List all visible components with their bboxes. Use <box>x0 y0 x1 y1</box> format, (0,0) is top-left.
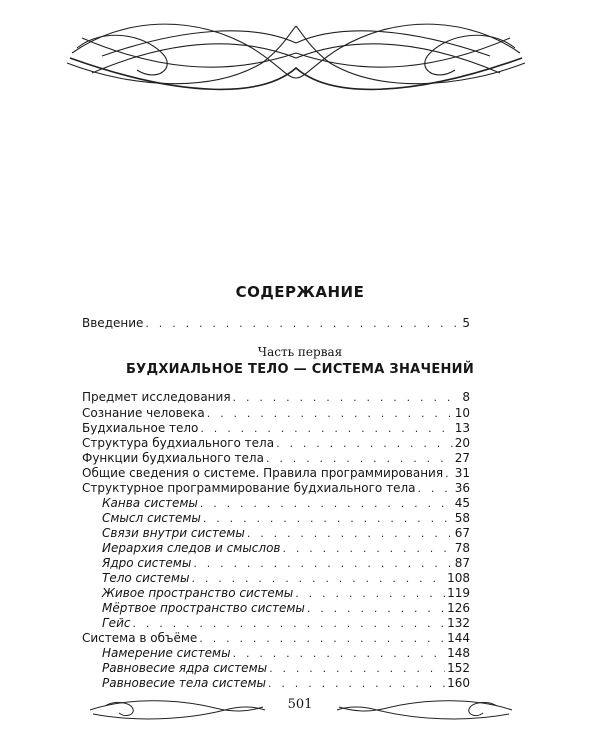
toc-entry-title: Структура будхиального тела <box>82 436 275 450</box>
toc-entry <box>82 390 470 405</box>
toc-entry-title: Мёртвое пространство системы <box>102 601 305 615</box>
toc-entry-page: 67 <box>454 526 470 540</box>
toc-subentry <box>102 571 470 586</box>
dot-leader <box>191 572 445 586</box>
dot-leader <box>268 677 445 691</box>
toc-entry <box>82 631 470 646</box>
toc-subentry <box>102 646 470 661</box>
toc-subentry <box>102 496 470 511</box>
toc-entry-title: Гейс <box>102 616 131 630</box>
toc-entry-page: 148 <box>447 646 470 660</box>
toc-entry-page: 58 <box>454 511 470 525</box>
toc-subentry <box>102 601 470 616</box>
toc-subentry <box>102 586 470 601</box>
toc-entry-title: Общие сведения о системе. Правила программирования <box>82 466 444 480</box>
toc-entry-title: Иерархия следов и смыслов <box>102 541 281 555</box>
toc-entry-title: Живое пространство системы <box>102 586 294 600</box>
toc-entry <box>82 421 470 436</box>
toc-entry-page: 108 <box>447 571 470 585</box>
dot-leader <box>233 647 446 661</box>
toc-entry-title: Равновесие тела системы <box>102 676 267 690</box>
dot-leader <box>203 512 453 526</box>
toc-subentry <box>102 541 470 556</box>
dot-leader <box>200 497 453 511</box>
dot-leader <box>445 467 453 481</box>
toc-entry-page: 152 <box>447 661 470 675</box>
section-title: БУДХИАЛЬНОЕ ТЕЛО — СИСТЕМА ЗНАЧЕНИЙ <box>125 362 475 377</box>
dot-leader <box>132 617 445 631</box>
toc-entry-title: Равновесие ядра системы <box>102 661 268 675</box>
toc-entry-page: 36 <box>454 481 470 495</box>
toc-entry-page: 119 <box>447 586 470 600</box>
toc-entry-title: Связи внутри системы <box>102 526 245 540</box>
toc-entry-title: Смысл системы <box>102 511 201 525</box>
toc-entry-page: 31 <box>454 466 470 480</box>
toc-entry-title: Канва системы <box>102 496 198 510</box>
toc-entry <box>82 466 470 481</box>
toc-entry-page: 5 <box>462 316 470 330</box>
toc-entry-page: 45 <box>454 496 470 510</box>
toc-entry <box>82 451 470 466</box>
toc-entry-title: Введение <box>82 316 144 330</box>
toc-entry-title: Функции будхиального тела <box>82 451 264 465</box>
toc-entry-page: 144 <box>447 631 470 645</box>
page-number: 501 <box>270 697 330 712</box>
toc-entry-page: 126 <box>447 601 470 615</box>
toc-entry-page: 8 <box>462 390 470 404</box>
toc-entry-page: 78 <box>454 541 470 555</box>
toc-entry-title: Ядро системы <box>102 556 192 570</box>
dot-leader <box>199 632 445 646</box>
toc-entry-page: 20 <box>454 436 470 450</box>
toc-entry-title: Предмет исследования <box>82 390 231 404</box>
page-title: СОДЕРЖАНИЕ <box>235 283 365 301</box>
dot-leader <box>207 407 453 421</box>
dot-leader <box>247 527 453 541</box>
dot-leader <box>266 452 453 466</box>
toc-entry-intro <box>82 316 470 331</box>
toc-entry <box>82 406 470 421</box>
dot-leader <box>145 317 460 331</box>
dot-leader <box>269 662 445 676</box>
toc-subentry <box>102 676 470 691</box>
toc-entry-title: Тело системы <box>102 571 190 585</box>
toc-entry-page: 132 <box>447 616 470 630</box>
part-label: Часть первая <box>257 345 343 359</box>
dot-leader <box>233 391 461 405</box>
toc-subentry <box>102 616 470 631</box>
toc-entry-title: Намерение системы <box>102 646 231 660</box>
dot-leader <box>282 542 452 556</box>
dot-leader <box>276 437 453 451</box>
dot-leader <box>200 422 452 436</box>
toc-entry-title: Сознание человека <box>82 406 205 420</box>
dot-leader <box>193 557 452 571</box>
toc-entry-title: Структурное программирование будхиального тела <box>82 481 416 495</box>
toc-entry <box>82 436 470 451</box>
toc-entry-title: Будхиальное тело <box>82 421 199 435</box>
toc-entry-page: 87 <box>454 556 470 570</box>
toc-subentry <box>102 511 470 526</box>
toc-entry-title: Система в объёме <box>82 631 198 645</box>
toc-subentry <box>102 556 470 571</box>
toc-entry-page: 27 <box>454 451 470 465</box>
decorative-flourish-top <box>62 8 530 100</box>
dot-leader <box>307 602 445 616</box>
toc-subentry <box>102 661 470 676</box>
toc-entry <box>82 481 470 496</box>
toc-entry-page: 160 <box>447 676 470 690</box>
toc-subentry <box>102 526 470 541</box>
dot-leader <box>295 587 445 601</box>
dot-leader <box>417 482 452 496</box>
toc-entry-page: 10 <box>454 406 470 420</box>
toc-entry-page: 13 <box>454 421 470 435</box>
